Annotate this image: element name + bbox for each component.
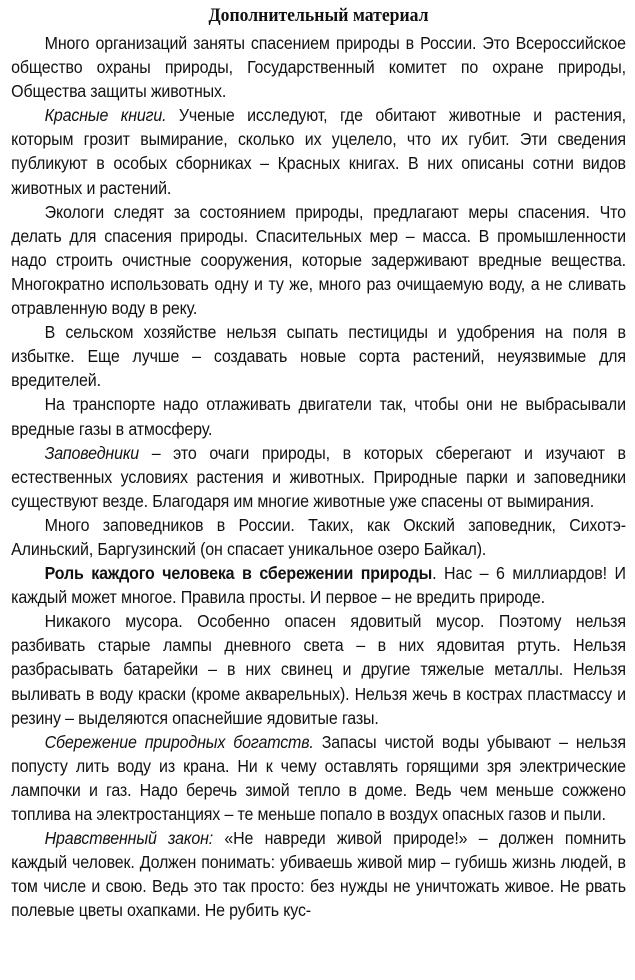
paragraph-agriculture: В сельском хозяйстве нельзя сыпать пестициды и удобрения на поля в избытке. Еще лучше – создавать новые сорта растений, неуязвимые для вредителей.: [11, 322, 626, 391]
resources-text: Запасы чистой воды убывают – нельзя попусту лить воду из крана. Ни к чему оставлять горящими зря электрические лампочки и газ. Надо беречь зимой тепло в доме. Ведь чем меньше сожжено топлива на электростанциях – те меньше попало в воздух опасных газов и пыли.: [11, 731, 626, 824]
role-text: . Нас – 6 миллиардов! И каждый может многое. Правила просты. И первое – не вредить природе.: [11, 563, 626, 608]
paragraph-moral-law: [11, 826, 626, 922]
section-title: Дополнительный материал: [208, 5, 429, 26]
paragraph-organizations: Много организаций заняты спасением природы в России. Это Всероссийское общество охраны природы, Государственный комитет по охране природы, Общества защиты животных.: [11, 33, 626, 102]
paragraph-ecologists: Экологи следят за состоянием природы, предлагают меры спасения. Что делать для спасения природы. Спасительных мер – масса. В промышленности надо строить очистные сооружения, которые задерживают вредные вещества. Многократно использовать одну и ту же, много раз очищаемую воду, а не сливать отравленную воду в реку.: [11, 201, 626, 319]
resources-heading: Сбережение природных богатств.: [44, 731, 314, 752]
paragraph-resources: [11, 730, 626, 826]
paragraph-reserves: [11, 441, 626, 513]
paragraph-russian-reserves: Много заповедников в России. Таких, как Окский заповедник, Сихотэ-Алиньский, Баргузинский (он спасает уникальное озеро Байкал).: [11, 514, 626, 559]
reserves-heading: Заповедники: [44, 442, 139, 463]
paragraph-no-garbage: Никакого мусора. Особенно опасен ядовитый мусор. Поэтому нельзя разбивать старые лампы дневного света – в них ядовитая ртуть. Нельзя разбрасывать батарейки – в них свинец и другие тяжелые металлы. Нельзя выливать в воду краски (кроме акварельных). Нельзя жечь в кострах пластмассу и резину – выделяются опаснейшие ядовитые газы.: [11, 611, 626, 728]
reserves-text: – это очаги природы, в которых сберегают и изучают в естественных условиях растения и животных. Природные парки и заповедники существуют везде. Благодаря им многие животные уже спасены от вымирания.: [11, 442, 626, 511]
moral-law-heading: Нравственный закон:: [44, 828, 214, 849]
paragraph-role-of-person: [11, 561, 626, 609]
red-books-heading: Красные книги.: [44, 105, 167, 126]
paragraph-red-books: [11, 103, 626, 199]
red-books-text: Ученые исследуют, где обитают животные и растения, которым грозит вымирание, сколько их уцелело, что их губит. Эти сведения публикуют в особых сборниках – Красных книгах. В них описаны сотни видов животных и растений.: [11, 105, 626, 198]
role-heading: Роль каждого человека в сбережении природы: [44, 563, 433, 584]
moral-law-text: «Не навреди живой природе!» – должен помнить каждый человек. Должен понимать: убиваешь живой мир – губишь жизнь людей, в том числе и свою. Ведь это так просто: без нужды не уничтожать живое. Не рвать полевые цветы охапками. Не рубить кус-: [11, 828, 626, 921]
paragraph-transport: На транспорте надо отлаживать двигатели так, чтобы они не выбрасывали вредные газы в атмосферу.: [11, 394, 626, 439]
